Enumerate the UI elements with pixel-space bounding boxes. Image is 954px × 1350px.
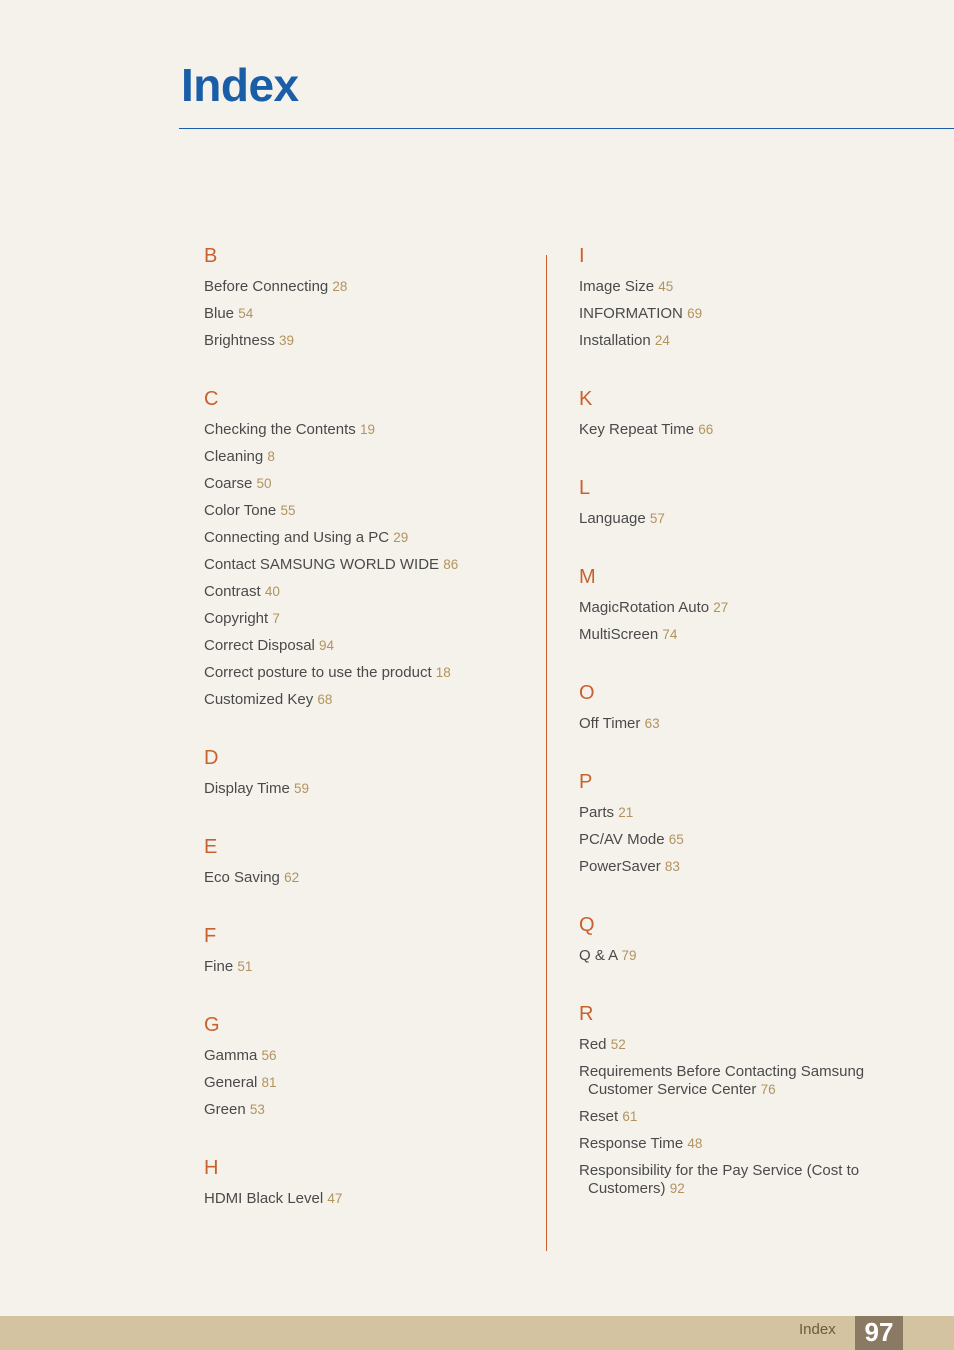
index-entry-continuation-text: Customer Service Center bbox=[588, 1081, 757, 1098]
index-entry-text: Cleaning bbox=[204, 448, 264, 465]
footer-section-label: Index bbox=[799, 1321, 836, 1338]
index-page-number[interactable]: 74 bbox=[662, 627, 678, 642]
index-page-number[interactable]: 51 bbox=[237, 959, 253, 974]
column-divider bbox=[546, 255, 547, 1251]
index-entry[interactable] bbox=[579, 305, 909, 323]
index-entry-text: Image Size bbox=[579, 278, 655, 295]
index-entry[interactable] bbox=[204, 305, 534, 323]
index-entry-text: Language bbox=[579, 510, 646, 527]
index-group-r bbox=[579, 1001, 909, 1198]
index-page-number[interactable]: 40 bbox=[264, 584, 280, 599]
index-entry-text: Red bbox=[579, 1036, 607, 1053]
index-page-number[interactable]: 28 bbox=[332, 279, 348, 294]
index-entry[interactable] bbox=[204, 958, 534, 976]
index-letter: D bbox=[204, 747, 219, 769]
index-entry-text: Connecting and Using a PC bbox=[204, 529, 390, 546]
index-entry-text: Key Repeat Time bbox=[579, 421, 695, 438]
index-entry-text: Contrast bbox=[204, 583, 261, 600]
index-page-number[interactable]: 47 bbox=[327, 1191, 343, 1206]
index-page-number[interactable]: 83 bbox=[664, 859, 680, 874]
index-entry-continuation-text: Customers) bbox=[588, 1180, 666, 1197]
index-entry-text: Off Timer bbox=[579, 715, 641, 732]
index-entry-text: Responsibility for the Pay Service (Cost to bbox=[579, 1162, 860, 1179]
index-entry-text: Reset bbox=[579, 1108, 619, 1125]
index-entry-text: Checking the Contents bbox=[204, 421, 356, 438]
index-page-number[interactable]: 24 bbox=[654, 333, 670, 348]
index-entry[interactable] bbox=[204, 1190, 534, 1208]
index-entry-text: Color Tone bbox=[204, 502, 277, 519]
index-page-number[interactable]: 8 bbox=[267, 449, 275, 464]
index-group-f bbox=[204, 923, 534, 976]
index-entry-text: Before Connecting bbox=[204, 278, 329, 295]
index-page-number[interactable]: 48 bbox=[687, 1136, 703, 1151]
index-group-g bbox=[204, 1012, 534, 1119]
index-entry-text: Gamma bbox=[204, 1047, 258, 1064]
index-entry[interactable] bbox=[579, 421, 909, 439]
index-entry[interactable] bbox=[579, 858, 909, 876]
index-page-number[interactable]: 79 bbox=[621, 948, 637, 963]
index-entry-text: Coarse bbox=[204, 475, 253, 492]
index-entry[interactable] bbox=[204, 1101, 534, 1119]
index-entry-text: INFORMATION bbox=[579, 305, 683, 322]
index-page-number[interactable]: 86 bbox=[443, 557, 459, 572]
index-entry-text: HDMI Black Level bbox=[204, 1190, 324, 1207]
index-column-right bbox=[579, 243, 909, 1234]
index-page-number[interactable]: 50 bbox=[256, 476, 272, 491]
index-letter: O bbox=[579, 682, 595, 704]
index-entry[interactable] bbox=[204, 278, 534, 296]
index-entry-continuation bbox=[579, 1180, 909, 1198]
index-entry[interactable] bbox=[579, 1036, 909, 1054]
index-entry-text: General bbox=[204, 1074, 258, 1091]
index-entry[interactable] bbox=[579, 332, 909, 350]
index-letter: Q bbox=[579, 914, 595, 936]
index-page-number[interactable]: 21 bbox=[618, 805, 634, 820]
index-letter: M bbox=[579, 566, 596, 588]
index-letter: L bbox=[579, 477, 591, 499]
index-letter: E bbox=[204, 836, 218, 858]
index-entry-text: Parts bbox=[579, 804, 615, 821]
index-letter: P bbox=[579, 771, 593, 793]
title-divider bbox=[179, 128, 954, 129]
index-entry[interactable] bbox=[579, 510, 909, 528]
index-group-q bbox=[579, 912, 909, 965]
index-entry-text: Contact SAMSUNG WORLD WIDE bbox=[204, 556, 440, 573]
index-group-d bbox=[204, 745, 534, 798]
index-page-number[interactable]: 69 bbox=[687, 306, 703, 321]
index-page-number[interactable]: 56 bbox=[261, 1048, 277, 1063]
index-group-p bbox=[579, 769, 909, 876]
index-entry[interactable] bbox=[204, 529, 534, 547]
index-page-number[interactable]: 81 bbox=[261, 1075, 277, 1090]
index-entry-text: Fine bbox=[204, 958, 234, 975]
index-entry[interactable] bbox=[204, 448, 534, 466]
index-entry[interactable] bbox=[204, 691, 534, 709]
index-entry[interactable] bbox=[204, 556, 534, 574]
index-letter: F bbox=[204, 925, 217, 947]
index-letter: B bbox=[204, 245, 218, 267]
index-page-number[interactable]: 63 bbox=[644, 716, 660, 731]
index-entry[interactable] bbox=[204, 1074, 534, 1092]
index-entry[interactable] bbox=[579, 831, 909, 849]
index-page-number[interactable]: 55 bbox=[280, 503, 296, 518]
index-page-number[interactable]: 61 bbox=[622, 1109, 638, 1124]
index-entry-text: Response Time bbox=[579, 1135, 684, 1152]
index-group-o bbox=[579, 680, 909, 733]
index-entry[interactable] bbox=[579, 626, 909, 644]
index-entry-text: Blue bbox=[204, 305, 235, 322]
index-entry-text: Copyright bbox=[204, 610, 269, 627]
index-page-number[interactable]: 54 bbox=[238, 306, 254, 321]
index-entry[interactable] bbox=[579, 1135, 909, 1153]
index-entry[interactable] bbox=[204, 1047, 534, 1065]
index-entry-continuation bbox=[579, 1081, 909, 1099]
index-page-number[interactable]: 76 bbox=[760, 1082, 776, 1097]
index-entry[interactable] bbox=[204, 780, 534, 798]
index-entry-text: Correct Disposal bbox=[204, 637, 315, 654]
index-page-number[interactable]: 53 bbox=[249, 1102, 265, 1117]
index-page-number[interactable]: 19 bbox=[359, 422, 375, 437]
index-page-number[interactable]: 66 bbox=[698, 422, 714, 437]
index-letter: R bbox=[579, 1003, 594, 1025]
index-entry[interactable] bbox=[204, 869, 534, 887]
index-page-number[interactable]: 92 bbox=[669, 1181, 685, 1196]
index-entry-text: PowerSaver bbox=[579, 858, 661, 875]
index-column-left bbox=[204, 243, 534, 1244]
index-entry-text: Green bbox=[204, 1101, 246, 1118]
index-entry-text: Eco Saving bbox=[204, 869, 280, 886]
index-entry[interactable] bbox=[204, 475, 534, 493]
index-page-number[interactable]: 18 bbox=[435, 665, 451, 680]
index-group-k bbox=[579, 386, 909, 439]
index-entry[interactable] bbox=[579, 1162, 909, 1198]
page-title: Index bbox=[181, 59, 299, 111]
index-entry[interactable] bbox=[204, 421, 534, 439]
index-entry-text: PC/AV Mode bbox=[579, 831, 665, 848]
index-page-number[interactable]: 7 bbox=[272, 611, 280, 626]
index-entry-text: Installation bbox=[579, 332, 651, 349]
index-group-h bbox=[204, 1155, 534, 1208]
index-entry-text: Display Time bbox=[204, 780, 290, 797]
index-group-m bbox=[579, 564, 909, 644]
index-entry-text: Requirements Before Contacting Samsung bbox=[579, 1063, 865, 1080]
index-letter: I bbox=[579, 245, 585, 267]
index-page-number[interactable]: 29 bbox=[393, 530, 409, 545]
index-entry[interactable] bbox=[579, 804, 909, 822]
index-entry[interactable] bbox=[204, 583, 534, 601]
index-letter: G bbox=[204, 1014, 220, 1036]
index-page-number[interactable]: 57 bbox=[649, 511, 665, 526]
index-entry-text: Customized Key bbox=[204, 691, 314, 708]
index-entry[interactable] bbox=[579, 1063, 909, 1099]
index-entry[interactable] bbox=[579, 599, 909, 617]
index-entry[interactable] bbox=[204, 502, 534, 520]
index-group-e bbox=[204, 834, 534, 887]
index-letter: C bbox=[204, 388, 219, 410]
index-entry[interactable] bbox=[204, 664, 534, 682]
index-letter: K bbox=[579, 388, 593, 410]
index-entry[interactable] bbox=[204, 610, 534, 628]
footer-page-number: 97 bbox=[855, 1316, 903, 1350]
index-group-i bbox=[579, 243, 909, 350]
index-letter: H bbox=[204, 1157, 219, 1179]
index-entry[interactable] bbox=[204, 637, 534, 655]
index-entry[interactable] bbox=[579, 278, 909, 296]
index-page-number[interactable]: 45 bbox=[658, 279, 674, 294]
index-group-b bbox=[204, 243, 534, 350]
index-entry-text: Brightness bbox=[204, 332, 275, 349]
index-entry-text: Correct posture to use the product bbox=[204, 664, 432, 681]
index-page-number[interactable]: 94 bbox=[319, 638, 335, 653]
index-entry[interactable] bbox=[579, 1108, 909, 1126]
index-entry[interactable] bbox=[204, 332, 534, 350]
index-entry-text: MultiScreen bbox=[579, 626, 659, 643]
index-entry-text: Q & A bbox=[579, 947, 618, 964]
index-page-number[interactable]: 59 bbox=[294, 781, 310, 796]
index-page-number[interactable]: 39 bbox=[279, 333, 295, 348]
index-entry-text: MagicRotation Auto bbox=[579, 599, 710, 616]
index-page-number[interactable]: 27 bbox=[713, 600, 729, 615]
index-page-number[interactable]: 68 bbox=[317, 692, 333, 707]
index-page-number[interactable]: 65 bbox=[668, 832, 684, 847]
index-entry[interactable] bbox=[579, 715, 909, 733]
index-group-l bbox=[579, 475, 909, 528]
index-entry[interactable] bbox=[579, 947, 909, 965]
index-page-number[interactable]: 52 bbox=[610, 1037, 626, 1052]
index-page-number[interactable]: 62 bbox=[284, 870, 300, 885]
index-group-c bbox=[204, 386, 534, 709]
